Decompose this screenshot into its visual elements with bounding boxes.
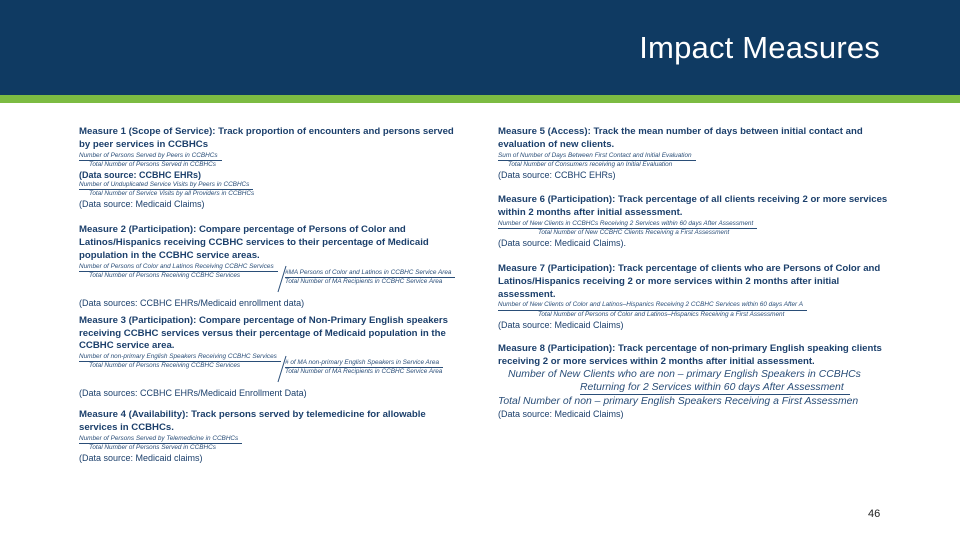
formula-denominator: Total Number of MA Recipients in CCBHC Service Area xyxy=(285,278,443,285)
measure-7-title: Measure 7 (Participation): Track percentage of clients who are Persons of Color and Latinos/Hispanics receiving 2 or more services within 2 months after initial assessment. xyxy=(498,263,881,300)
data-source: (Data source: CCBHC EHRs) xyxy=(498,170,616,180)
formula-denominator: Total Number of New CCBHC Clients Receiving a First Assessment xyxy=(538,228,730,236)
data-source: (Data sources: CCBHC EHRs/Medicaid enrollment data) xyxy=(79,297,305,308)
formula-denominator: Total Number of Persons Served in CCBHCs xyxy=(89,443,216,451)
measure-4-title: Measure 4 (Availability): Track persons served by telemedicine for allowable services in CCBHCs. xyxy=(79,409,426,433)
measure-6-title: Measure 6 (Participation): Track percentage of all clients receiving 2 or more services within 2 months after initial assessment. xyxy=(498,194,888,218)
accent-stripe xyxy=(0,95,960,103)
data-source: (Data source: CCBHC EHRs) xyxy=(79,170,202,180)
formula-denominator: Total Number of MA Recipients in CCBHC Service Area xyxy=(285,368,443,376)
measure-3-title: Measure 3 (Participation): Compare percentage of Non-Primary English speakers receiving CCBHC services versus their percentage of Medicaid population in the CCBHC service area. xyxy=(79,314,448,352)
measure-1-formula-1 xyxy=(79,152,459,169)
measure-4 xyxy=(79,409,459,464)
formula-denominator: Total Number of Persons of Color and Latinos–Hispanics Receiving a First Assessment xyxy=(538,310,785,318)
formula-numerator: Sum of Number of Days Between First Contact and Initial Evaluation xyxy=(498,152,696,161)
measure-7 xyxy=(498,263,890,331)
formula-denominator: Total Number of Persons Served in CCBHCs xyxy=(89,160,216,168)
formula-numerator: Number of Persons Served by Peers in CCBHCs xyxy=(79,152,222,161)
left-column xyxy=(79,126,459,464)
formula-denominator: Total Number of Persons Receiving CCBHC Services xyxy=(89,362,241,370)
right-column xyxy=(498,126,890,420)
measure-3-formulas xyxy=(79,353,459,387)
measure-2-title: Measure 2 (Participation): Compare percentage of Persons of Color and Latinos/Hispanics receiving CCBHC services to their percentage of Medicaid population in the CCBHC service areas. xyxy=(79,224,429,261)
data-source: (Data source: Medicaid Claims) xyxy=(79,199,205,210)
page-number: 46 xyxy=(868,508,881,520)
measure-4-formula xyxy=(79,435,459,452)
formula-denominator: Total Number of Service Visits by all Providers in CCBHCs xyxy=(89,190,255,198)
measure-1-formula-2 xyxy=(79,181,459,198)
formula-numerator: Number of Unduplicated Service Visits by Peers in CCBHCs xyxy=(79,181,253,190)
data-source: (Data sources: CCBHC EHRs/Medicaid Enrollment Data) xyxy=(79,388,307,399)
measure-8-title: Measure 8 (Participation): Track percentage of non-primary English speaking clients receiving 2 or more services within 2 months after initial assessment. xyxy=(498,342,882,367)
measure-7-formula xyxy=(498,301,890,318)
formula-numerator: Number of New Clients who are non – primary English Speakers in CCBHCs xyxy=(508,369,861,381)
formula-numerator-line-2: Returning for 2 Services within 60 days After Assessment xyxy=(580,381,850,395)
formula-numerator: # of MA non-primary English Speakers in Service Area xyxy=(285,359,443,368)
formula-numerator: #MA Persons of Color and Latinos in CCBHC Service Area xyxy=(285,269,455,278)
formula-numerator: Number of Persons Served by Telemedicine in CCBHCs xyxy=(79,435,242,444)
formula-numerator: Number of New Clients in CCBHCs Receiving 2 Services within 60 days After Assessment xyxy=(498,220,757,229)
formula-numerator: Number of non-primary English Speakers Receiving CCBHC Services xyxy=(79,353,281,362)
measure-2 xyxy=(79,224,459,308)
data-source: (Data source: Medicaid claims) xyxy=(79,453,203,464)
measure-1-title: Measure 1 (Scope of Service): Track proportion of encounters and persons served by peer services in CCBHCs xyxy=(79,126,454,150)
measure-8-formula xyxy=(498,368,890,408)
data-source: (Data source: Medicaid Claims) xyxy=(498,409,624,420)
measure-1 xyxy=(79,126,459,210)
measure-6-formula xyxy=(498,220,890,237)
measure-5 xyxy=(498,126,890,181)
formula-numerator: Number of New Clients of Color and Latinos–Hispanics Receiving 2 CCBHC Services within 60 days After A xyxy=(498,301,807,310)
formula-denominator: Total Number of Persons Receiving CCBHC Services xyxy=(89,272,241,279)
measure-8 xyxy=(498,343,890,421)
data-source: (Data source: Medicaid Claims). xyxy=(498,238,627,248)
formula-denominator: Total Number of non – primary English Speakers Receiving a First Assessmen xyxy=(498,396,859,408)
measure-2-formulas xyxy=(79,263,459,297)
formula-denominator: Total Number of Consumers receiving an Initial Evaluation xyxy=(508,160,673,168)
measure-6 xyxy=(498,194,890,249)
measure-5-title: Measure 5 (Access): Track the mean number of days between initial contact and evaluation of new clients. xyxy=(498,126,863,150)
measure-5-formula xyxy=(498,152,890,169)
measure-3 xyxy=(79,315,459,399)
page-title: Impact Measures xyxy=(639,30,880,65)
formula-numerator: Number of Persons of Color and Latinos Receiving CCBHC Services xyxy=(79,263,278,272)
data-source: (Data source: Medicaid Claims) xyxy=(498,319,624,330)
